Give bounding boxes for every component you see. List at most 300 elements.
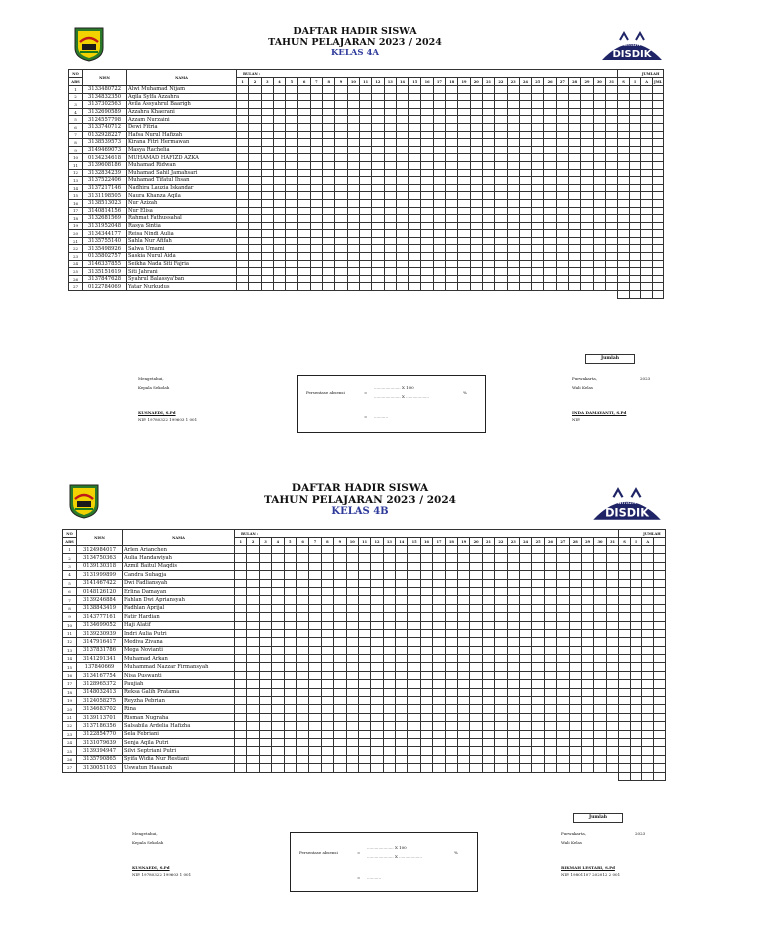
- attendance-cell: [445, 596, 457, 604]
- attendance-cell: [358, 747, 370, 755]
- attendance-cell: [519, 199, 531, 207]
- attendance-cell: [310, 192, 322, 200]
- attendance-cell: [421, 260, 433, 268]
- attendance-cell: [446, 184, 458, 192]
- attendance-cell: [482, 222, 494, 230]
- jumlah-cell: [458, 291, 470, 299]
- attendance-cell: [347, 154, 359, 162]
- attendance-cell: [284, 646, 296, 654]
- attendance-cell: [630, 755, 642, 763]
- attendance-cell: [396, 638, 408, 646]
- student-no: 3: [69, 101, 83, 109]
- attendance-cell: [557, 738, 569, 746]
- student-name: Mediva Zivana: [123, 638, 235, 646]
- attendance-cell: [544, 655, 556, 663]
- attendance-cell: [581, 93, 593, 101]
- jumlah-cell: [372, 291, 384, 299]
- attendance-cell: [629, 230, 641, 238]
- table-row: [69, 215, 664, 223]
- attendance-cell: [347, 177, 359, 185]
- attendance-cell: [507, 713, 519, 721]
- attendance-cell: [482, 230, 494, 238]
- attendance-cell: [470, 562, 482, 570]
- attendance-cell: [235, 722, 247, 730]
- attendance-cell: [321, 621, 333, 629]
- attendance-cell: [470, 108, 482, 116]
- attendance-cell: [556, 154, 568, 162]
- attendance-cell: [569, 131, 581, 139]
- attendance-cell: [433, 283, 445, 291]
- attendance-cell: [358, 764, 370, 772]
- table-row: [69, 237, 664, 245]
- student-nisn: 3131198505: [83, 192, 127, 200]
- attendance-cell: [321, 713, 333, 721]
- attendance-cell: [347, 199, 359, 207]
- attendance-cell: [594, 738, 606, 746]
- attendance-cell: [409, 108, 421, 116]
- attendance-cell: [346, 713, 358, 721]
- attendance-cell: [259, 562, 271, 570]
- attendance-cell: [309, 579, 321, 587]
- attendance-cell: [495, 283, 507, 291]
- attendance-cell: [507, 571, 519, 579]
- attendance-cell: [409, 169, 421, 177]
- attendance-cell: [581, 215, 593, 223]
- attendance-cell: [284, 730, 296, 738]
- attendance-cell: [446, 260, 458, 268]
- attendance-cell: [532, 688, 544, 696]
- attendance-cell: [383, 713, 395, 721]
- attendance-cell: [544, 747, 556, 755]
- attendance-cell: [396, 192, 408, 200]
- attendance-cell: [433, 747, 445, 755]
- jumlah-row: [63, 772, 666, 780]
- day-header: 30: [594, 538, 606, 546]
- attendance-cell: [519, 646, 531, 654]
- attendance-cell: [606, 562, 619, 570]
- attendance-cell: [630, 705, 642, 713]
- day-header: 13: [383, 538, 395, 546]
- attendance-cell: [323, 108, 335, 116]
- attendance-cell: [642, 755, 654, 763]
- attendance-cell: [556, 123, 568, 131]
- day-header: 21: [482, 78, 494, 86]
- attendance-cell: [544, 199, 556, 207]
- attendance-cell: [446, 268, 458, 276]
- attendance-cell: [420, 730, 432, 738]
- attendance-cell: [458, 571, 470, 579]
- attendance-cell: [237, 245, 249, 253]
- attendance-cell: [557, 562, 569, 570]
- attendance-cell: [507, 554, 519, 562]
- attendance-cell: [556, 108, 568, 116]
- attendance-cell: [335, 184, 347, 192]
- attendance-cell: [249, 245, 261, 253]
- attendance-cell: [321, 604, 333, 612]
- attendance-cell: [581, 688, 593, 696]
- attendance-cell: [235, 629, 247, 637]
- attendance-cell: [235, 738, 247, 746]
- attendance-cell: [383, 671, 395, 679]
- attendance-cell: [619, 722, 631, 730]
- attendance-cell: [408, 546, 420, 554]
- student-name: MUHAMAD HAFIZD AZKA: [127, 154, 237, 162]
- attendance-cell: [654, 688, 666, 696]
- student-no: 9: [69, 146, 83, 154]
- attendance-cell: [594, 655, 606, 663]
- jumlah-cell: [83, 291, 127, 299]
- attendance-cell: [296, 596, 308, 604]
- attendance-cell: [396, 177, 408, 185]
- attendance-cell: [507, 275, 519, 283]
- attendance-cell: [408, 713, 420, 721]
- attendance-cell: [654, 755, 666, 763]
- attendance-cell: [247, 663, 259, 671]
- attendance-cell: [618, 93, 630, 101]
- attendance-cell: [272, 562, 284, 570]
- attendance-cell: [358, 680, 370, 688]
- attendance-cell: [594, 747, 606, 755]
- attendance-cell: [310, 275, 322, 283]
- attendance-cell: [556, 253, 568, 261]
- attendance-cell: [383, 629, 395, 637]
- attendance-cell: [445, 604, 457, 612]
- attendance-cell: [237, 123, 249, 131]
- attendance-cell: [654, 663, 666, 671]
- attendance-cell: [273, 146, 285, 154]
- attendance-cell: [482, 604, 494, 612]
- attendance-cell: [641, 131, 653, 139]
- attendance-cell: [433, 131, 445, 139]
- attendance-cell: [619, 562, 631, 570]
- attendance-cell: [259, 671, 271, 679]
- attendance-cell: [557, 571, 569, 579]
- attendance-cell: [259, 705, 271, 713]
- attendance-cell: [235, 596, 247, 604]
- attendance-cell: [409, 230, 421, 238]
- attendance-cell: [458, 562, 470, 570]
- regency-emblem-icon: [68, 483, 100, 519]
- attendance-cell: [470, 207, 482, 215]
- attendance-cell: [652, 275, 664, 283]
- attendance-cell: [495, 222, 507, 230]
- student-nisn: 3141467422: [77, 579, 123, 587]
- attendance-cell: [532, 646, 544, 654]
- attendance-cell: [259, 604, 271, 612]
- day-header: 10: [347, 78, 359, 86]
- attendance-cell: [335, 192, 347, 200]
- attendance-cell: [482, 275, 494, 283]
- attendance-cell: [310, 253, 322, 261]
- attendance-cell: [383, 655, 395, 663]
- attendance-cell: [310, 215, 322, 223]
- attendance-cell: [446, 275, 458, 283]
- attendance-cell: [458, 222, 470, 230]
- student-name: Hafsa Nurul Hafizah: [127, 131, 237, 139]
- attendance-cell: [605, 253, 617, 261]
- attendance-cell: [298, 116, 310, 124]
- jumlah-cell: [629, 291, 641, 299]
- attendance-cell: [359, 131, 371, 139]
- student-no: 7: [69, 131, 83, 139]
- equals-sign: =: [357, 850, 361, 855]
- attendance-cell: [605, 123, 617, 131]
- attendance-cell: [358, 604, 370, 612]
- jumlah-cell: [408, 772, 420, 780]
- attendance-cell: [470, 154, 482, 162]
- attendance-cell: [421, 215, 433, 223]
- attendance-cell: [556, 245, 568, 253]
- attendance-cell: [544, 705, 556, 713]
- attendance-cell: [396, 169, 408, 177]
- student-no: 9: [63, 613, 77, 621]
- table-row: [69, 154, 664, 162]
- attendance-cell: [605, 199, 617, 207]
- attendance-cell: [482, 613, 494, 621]
- attendance-cell: [581, 184, 593, 192]
- attendance-cell: [384, 199, 396, 207]
- attendance-cell: [247, 604, 259, 612]
- attendance-cell: [470, 747, 482, 755]
- attendance-cell: [323, 268, 335, 276]
- attendance-cell: [272, 671, 284, 679]
- attendance-cell: [569, 108, 581, 116]
- table-row: [63, 571, 666, 579]
- attendance-cell: [409, 116, 421, 124]
- attendance-cell: [470, 755, 482, 763]
- attendance-cell: [581, 169, 593, 177]
- right-sig-name: INDA DAMAYANTI, S.Pd: [572, 409, 627, 415]
- attendance-cell: [519, 621, 531, 629]
- attendance-cell: [470, 268, 482, 276]
- attendance-cell: [519, 215, 531, 223]
- attendance-cell: [420, 621, 432, 629]
- attendance-cell: [458, 131, 470, 139]
- attendance-cell: [359, 161, 371, 169]
- attendance-cell: [544, 177, 556, 185]
- attendance-cell: [409, 207, 421, 215]
- attendance-cell: [334, 730, 346, 738]
- attendance-cell: [606, 680, 619, 688]
- attendance-cell: [421, 131, 433, 139]
- attendance-cell: [433, 245, 445, 253]
- attendance-cell: [642, 764, 654, 772]
- attendance-cell: [630, 562, 642, 570]
- attendance-cell: [259, 571, 271, 579]
- attendance-cell: [237, 101, 249, 109]
- attendance-cell: [630, 646, 642, 654]
- attendance-cell: [237, 268, 249, 276]
- table-row: [63, 562, 666, 570]
- attendance-cell: [383, 596, 395, 604]
- attendance-cell: [335, 275, 347, 283]
- attendance-cell: [247, 730, 259, 738]
- attendance-cell: [323, 146, 335, 154]
- attendance-cell: [237, 230, 249, 238]
- attendance-cell: [652, 222, 664, 230]
- attendance-cell: [396, 554, 408, 562]
- table-row: [69, 139, 664, 147]
- attendance-cell: [544, 738, 556, 746]
- attendance-cell: [593, 169, 605, 177]
- attendance-cell: [618, 116, 630, 124]
- table-row: [69, 116, 664, 124]
- attendance-cell: [371, 655, 383, 663]
- attendance-cell: [371, 571, 383, 579]
- attendance-cell: [544, 108, 556, 116]
- attendance-cell: [396, 230, 408, 238]
- attendance-cell: [237, 275, 249, 283]
- attendance-cell: [249, 131, 261, 139]
- attendance-cell: [532, 260, 544, 268]
- table-row: [63, 663, 666, 671]
- attendance-cell: [652, 86, 664, 94]
- attendance-cell: [569, 671, 581, 679]
- attendance-cell: [630, 621, 642, 629]
- attendance-cell: [433, 192, 445, 200]
- attendance-cell: [235, 680, 247, 688]
- attendance-cell: [556, 207, 568, 215]
- attendance-cell: [247, 680, 259, 688]
- attendance-cell: [507, 199, 519, 207]
- attendance-cell: [261, 260, 273, 268]
- attendance-cell: [605, 222, 617, 230]
- attendance-cell: [519, 268, 531, 276]
- attendance-cell: [569, 655, 581, 663]
- attendance-cell: [470, 604, 482, 612]
- attendance-cell: [556, 192, 568, 200]
- attendance-cell: [569, 697, 581, 705]
- day-header: 18: [446, 78, 458, 86]
- attendance-cell: [458, 722, 470, 730]
- attendance-cell: [544, 680, 556, 688]
- attendance-cell: [544, 275, 556, 283]
- attendance-cell: [237, 131, 249, 139]
- attendance-cell: [569, 663, 581, 671]
- attendance-cell: [569, 154, 581, 162]
- jumlah-cell: [321, 772, 333, 780]
- attendance-cell: [296, 646, 308, 654]
- attendance-cell: [272, 705, 284, 713]
- attendance-cell: [495, 207, 507, 215]
- attendance-cell: [556, 237, 568, 245]
- attendance-cell: [321, 587, 333, 595]
- day-header: 21: [482, 538, 494, 546]
- attendance-cell: [334, 722, 346, 730]
- attendance-cell: [532, 222, 544, 230]
- attendance-cell: [396, 184, 408, 192]
- attendance-cell: [581, 283, 593, 291]
- attendance-cell: [286, 184, 298, 192]
- attendance-cell: [409, 260, 421, 268]
- attendance-cell: [594, 697, 606, 705]
- attendance-cell: [371, 697, 383, 705]
- attendance-cell: [470, 671, 482, 679]
- attendance-cell: [408, 655, 420, 663]
- attendance-cell: [358, 562, 370, 570]
- attendance-cell: [309, 697, 321, 705]
- attendance-cell: [495, 655, 507, 663]
- attendance-cell: [532, 86, 544, 94]
- attendance-cell: [606, 579, 619, 587]
- attendance-cell: [557, 747, 569, 755]
- attendance-cell: [569, 268, 581, 276]
- attendance-cell: [371, 747, 383, 755]
- attendance-cell: [335, 86, 347, 94]
- attendance-cell: [433, 222, 445, 230]
- attendance-cell: [371, 604, 383, 612]
- attendance-cell: [629, 245, 641, 253]
- attendance-cell: [654, 621, 666, 629]
- attendance-cell: [358, 646, 370, 654]
- day-header: 4: [273, 78, 285, 86]
- attendance-cell: [372, 93, 384, 101]
- day-header: 27: [556, 78, 568, 86]
- table-row: [69, 222, 664, 230]
- attendance-cell: [433, 562, 445, 570]
- attendance-cell: [482, 123, 494, 131]
- attendance-cell: [321, 646, 333, 654]
- attendance-cell: [629, 93, 641, 101]
- attendance-cell: [372, 154, 384, 162]
- attendance-cell: [606, 613, 619, 621]
- attendance-cell: [383, 755, 395, 763]
- attendance-cell: [284, 613, 296, 621]
- student-nisn: 3131952048: [83, 222, 127, 230]
- attendance-cell: [482, 671, 494, 679]
- attendance-cell: [247, 738, 259, 746]
- attendance-cell: [235, 663, 247, 671]
- attendance-cell: [237, 146, 249, 154]
- attendance-cell: [618, 139, 630, 147]
- attendance-cell: [652, 283, 664, 291]
- student-no: 19: [63, 697, 77, 705]
- day-header: 11: [359, 78, 371, 86]
- attendance-cell: [641, 253, 653, 261]
- attendance-cell: [519, 230, 531, 238]
- attendance-cell: [519, 283, 531, 291]
- attendance-cell: [594, 554, 606, 562]
- attendance-cell: [507, 123, 519, 131]
- attendance-cell: [284, 655, 296, 663]
- jumlah-cell: [445, 772, 457, 780]
- attendance-cell: [594, 722, 606, 730]
- attendance-cell: [433, 169, 445, 177]
- day-header: 29: [581, 538, 593, 546]
- attendance-cell: [358, 554, 370, 562]
- attendance-cell: [642, 579, 654, 587]
- equals-sign-2: =: [364, 414, 368, 419]
- attendance-cell: [421, 108, 433, 116]
- attendance-cell: [334, 738, 346, 746]
- attendance-cell: [372, 123, 384, 131]
- attendance-cell: [296, 713, 308, 721]
- student-no: 12: [63, 638, 77, 646]
- attendance-cell: [629, 131, 641, 139]
- attendance-cell: [284, 764, 296, 772]
- attendance-cell: [371, 671, 383, 679]
- attendance-cell: [286, 116, 298, 124]
- attendance-cell: [581, 146, 593, 154]
- left-sig-line1: Mengetahui,: [138, 376, 164, 381]
- attendance-cell: [593, 177, 605, 185]
- attendance-cell: [641, 275, 653, 283]
- percentage-box: [297, 375, 486, 433]
- attendance-cell: [284, 663, 296, 671]
- attendance-cell: [273, 101, 285, 109]
- attendance-cell: [593, 237, 605, 245]
- attendance-cell: [482, 131, 494, 139]
